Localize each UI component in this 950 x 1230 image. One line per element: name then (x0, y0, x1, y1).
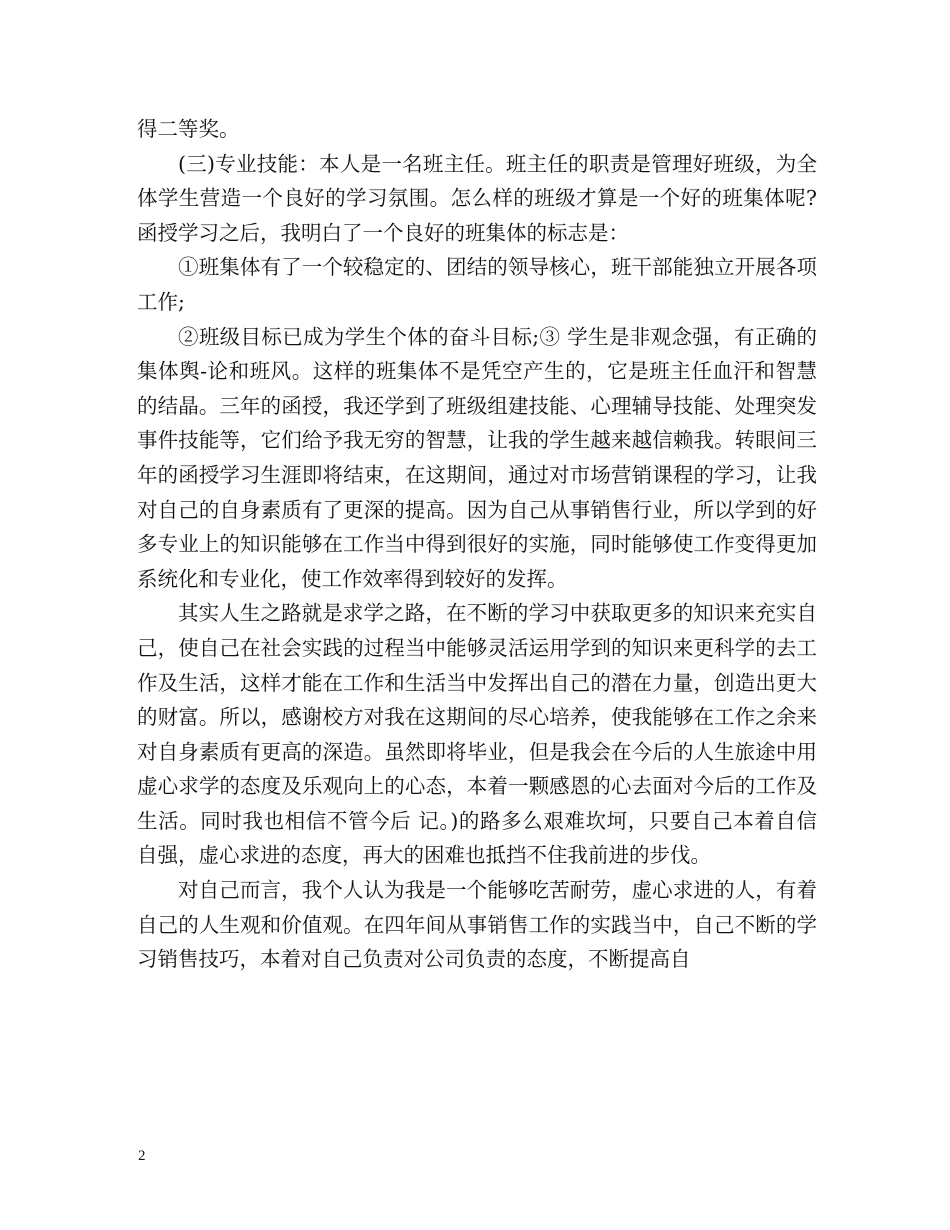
paragraph: ②班级目标已成为学生个体的奋斗目标;③ 学生是非观念强，有正确的集体舆-论和班风。这样的班集体不是凭空产生的，它是班主任血汗和智慧的结晶。三年的函授，我还学到了班级组建技能、心理辅导技能、处理突发事件技能等，它们给予我无穷的智慧，让我的学生越来越信赖我。转眼间三年的函授学习生涯即将结束，在这期间，通过对市场营销课程的学习，让我对自己的自身素质有了更深的提高。因为自己从事销售行业，所以学到的好多专业上的知识能够在工作当中得到很好的实施，同时能够使工作变得更加系统化和专业化，使工作效率得到较好的发挥。 (137, 324, 817, 591)
paragraph: (三)专业技能：本人是一名班主任。班主任的职责是管理好班级，为全体学生营造一个良好的学习氛围。怎么样的班级才算是一个好的班集体呢?函授学习之后，我明白了一个良好的班集体的标志是： (137, 151, 817, 245)
paragraph: 对自己而言，我个人认为我是一个能够吃苦耐劳，虚心求进的人，有着自己的人生观和价值观。在四年间从事销售工作的实践当中，自己不断的学习销售技巧，本着对自己负责对公司负责的态度，不断提高自 (137, 878, 817, 972)
paragraph: 得二等奖。 (137, 117, 240, 141)
page-number: 2 (138, 1148, 146, 1164)
paragraph: ①班集体有了一个较稳定的、团结的领导核心，班干部能独立开展各项工作; (137, 255, 817, 314)
paragraph: 其实人生之路就是求学之路，在不断的学习中获取更多的知识来充实自己，使自己在社会实践的过程当中能够灵活运用学到的知识来更科学的去工作及生活，这样才能在工作和生活当中发挥出自己的潜在力量，创造出更大的财富。所以，感谢校方对我在这期间的尽心培养，使我能够在工作之余来对自身素质有更高的深造。虽然即将毕业，但是我会在今后的人生旅途中用虚心求学的态度及乐观向上的心态，本着一颗感恩的心去面对今后的工作及生活。同时我也相信不管今后 记。)的路多么艰难坎坷，只要自己本着自信自强，虚心求进的态度，再大的困难也抵挡不住我前进的步伐。 (137, 601, 817, 868)
document-body (137, 112, 817, 977)
